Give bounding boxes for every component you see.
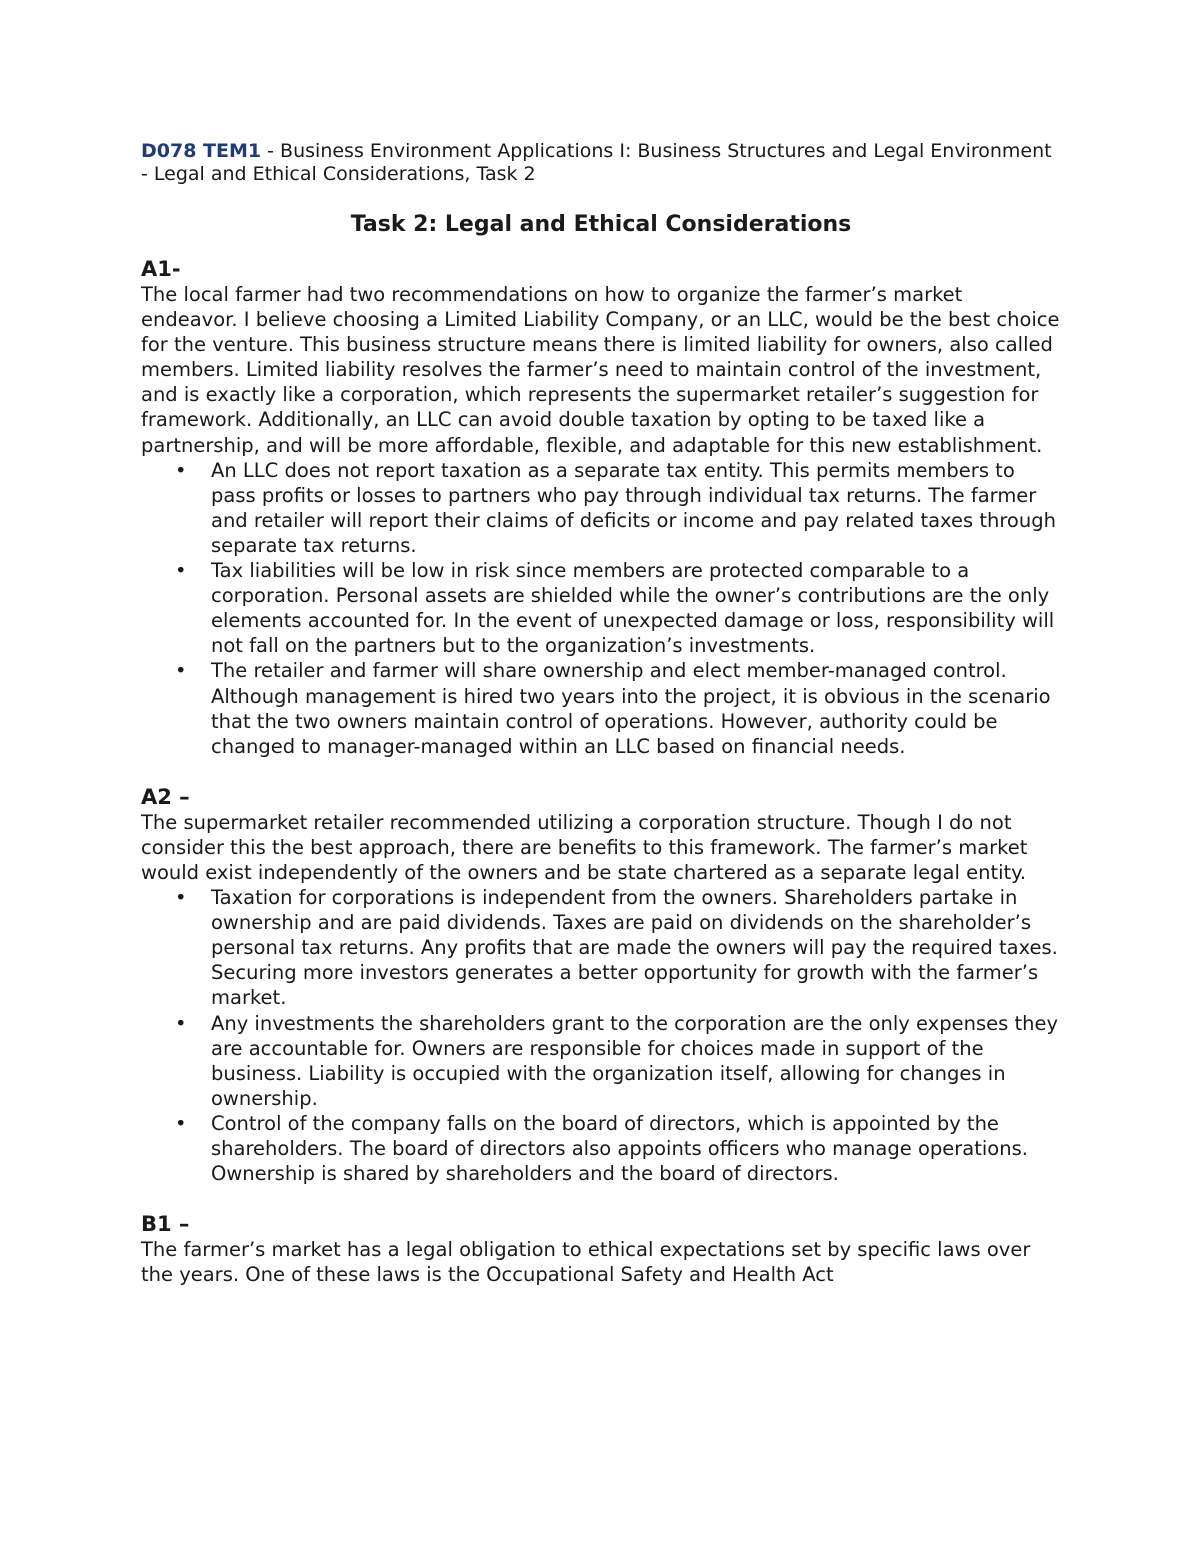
bullet-icon: • <box>175 659 187 683</box>
section-a2 <box>141 784 1061 1186</box>
section-a2-bullets <box>141 885 1061 1186</box>
course-header <box>141 140 1061 186</box>
section-a2-heading: A2 – <box>141 784 190 809</box>
list-item <box>141 458 1061 558</box>
bullet-icon: • <box>175 458 187 482</box>
list-item <box>141 658 1061 758</box>
section-a2-intro: The supermarket retailer recommended utilizing a corporation structure. Though I do not consider this the best approach, there are benefits to this framework. The farmer’s market would exist independently of the owners and be state chartered as a separate legal entity. <box>141 810 1028 884</box>
course-description: - Business Environment Applications I: Business Structures and Legal Environment - Legal and Ethical Considerations, Task 2 <box>141 140 1052 185</box>
course-code: D078 TEM1 <box>141 140 262 162</box>
section-a1-bullets <box>141 458 1061 759</box>
bullet-icon: • <box>175 1011 187 1035</box>
document-page <box>141 140 1061 1287</box>
spacer <box>141 759 1061 784</box>
bullet-icon: • <box>175 886 187 910</box>
list-item-text: The retailer and farmer will share ownership and elect member-managed control. Although management is hired two years into the project, it is obvious in the scenario that the two owners maintain control of operations. However, authority could be changed to manager-managed within an LLC based on financial needs. <box>211 659 1051 758</box>
list-item-text: Taxation for corporations is independent from the owners. Shareholders partake in ownership and are paid dividends. Taxes are paid on dividends on the shareholder’s personal tax returns. Any profits that are made the owners will pay the required taxes. Securing more investors generates a better opportunity for growth with the farmer’s market. <box>211 886 1058 1010</box>
section-b1 <box>141 1211 1061 1287</box>
list-item-text: Any investments the shareholders grant to the corporation are the only expenses they are accountable for. Owners are responsible for choices made in support of the business. Liability is occupied with the organization itself, allowing for changes in ownership. <box>211 1011 1059 1110</box>
bullet-icon: • <box>175 1111 187 1135</box>
bullet-icon: • <box>175 559 187 583</box>
section-b1-heading: B1 – <box>141 1212 190 1237</box>
section-b1-intro: The farmer’s market has a legal obligation to ethical expectations set by specific laws over the years. One of these laws is the Occupational Safety and Health Act <box>141 1238 1031 1287</box>
section-a1-heading: A1- <box>141 257 181 281</box>
list-item <box>141 558 1061 658</box>
list-item <box>141 885 1061 1010</box>
list-item-text: An LLC does not report taxation as a separate tax entity. This permits members to pass profits or losses to partners who pay through individual tax returns. The farmer and retailer will report their claims of deficits or income and pay related taxes through separate tax returns. <box>211 458 1056 557</box>
list-item-text: Control of the company falls on the board of directors, which is appointed by the shareholders. The board of directors also appoints officers who manage operations. Ownership is shared by shareholders and the board of directors. <box>211 1111 1028 1186</box>
spacer <box>141 1186 1061 1211</box>
list-item <box>141 1111 1061 1186</box>
list-item-text: Tax liabilities will be low in risk since members are protected comparable to a corporation. Personal assets are shielded while the owner’s contributions are the only elements accounted for. In the event of unexpected damage or loss, responsibility will not fall on the partners but to the organization’s investments. <box>211 559 1055 658</box>
document-title: Task 2: Legal and Ethical Considerations <box>350 212 852 237</box>
list-item <box>141 1011 1061 1111</box>
section-a1-intro: The local farmer had two recommendations on how to organize the farmer’s market endeavor. I believe choosing a Limited Liability Company, or an LLC, would be the best choice for the venture. This business structure means there is limited liability for owners, also called members. Limited liability resolves the farmer’s need to maintain control of the investment, and is exactly like a corporation, which represents the supermarket retailer’s suggestion for framework. Additionally, an LLC can avoid double taxation by opting to be taxed like a partnership, and will be more affordable, flexible, and adaptable for this new establishment. <box>141 283 1060 457</box>
section-a1 <box>141 256 1061 759</box>
